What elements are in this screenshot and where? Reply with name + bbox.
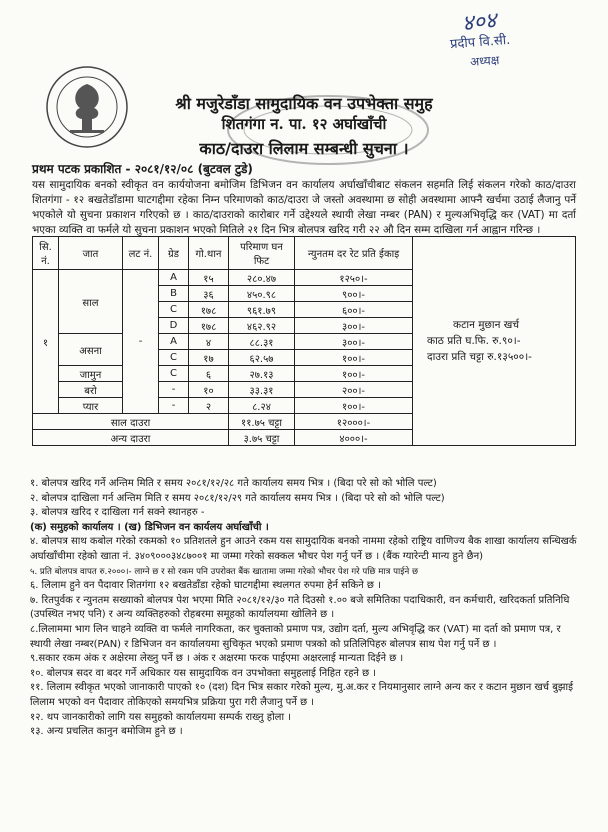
species-cell: साल: [59, 270, 123, 334]
note-item: ९.सकार रकम अंक र अक्षेरमा लेख्नु पर्ने छ । अंक र अक्षरमा फरक पाईएमा अक्षरलाई मान्यता दिईने छ ।: [30, 653, 404, 665]
col-serial: सि. नं.: [33, 237, 59, 270]
count-cell: १०: [189, 382, 229, 398]
count-cell: ४: [189, 334, 229, 350]
count-cell: १७८: [189, 318, 229, 334]
notes-list: [30, 477, 578, 740]
publication-info: प्रथम पटक प्रकाशित - २०८१/१२/०८ (बुटवल टुडे): [32, 162, 253, 176]
volume-cell: ४६२.९२: [229, 318, 295, 334]
firewood-qty: ३.७५ चट्टा: [229, 430, 295, 446]
rate-cell: ३००।-: [295, 318, 413, 334]
signature-scribble: ४०४: [460, 8, 498, 37]
volume-cell: ३३.३१: [229, 382, 295, 398]
note-item: ३. बोलपत्र खरिद र दाखिला गर्न सक्ने स्थानहरु -: [30, 507, 205, 519]
count-cell: १७: [189, 350, 229, 366]
firewood-label: अन्य दाउरा: [33, 430, 229, 446]
rate-cell: ९००।-: [295, 286, 413, 302]
grade-cell: C: [159, 366, 189, 382]
col-species: जात: [59, 237, 123, 270]
count-cell: ३६: [189, 286, 229, 302]
species-cell: बरो: [59, 382, 123, 398]
col-volume: परिमाण घन फिट: [229, 237, 295, 270]
grade-cell: -: [159, 382, 189, 398]
note-item: ५. प्रति बोलपत्र वापत रु.२०००।- लाग्ने छ र सो रकम पनि उपरोक्त बैंक खातामा जम्मा गरेको भौचर पेश गरे पछि मात्र पाईने छ: [30, 566, 418, 577]
col-count: गो.थान: [189, 237, 229, 270]
note-item: ७. रितपुर्वक र न्युनतम सख्याको बोलपत्र पेश भएमा मिति २०८१/१२/३० गते दिउसो १.०० बजे समितिका पदाधिकारी, वन कर्मचारी, खरिदकर्ता प्रतिनिधि (उपस्थित नभए पनि) र अन्य व्यक्तिहरुको रोहबरमा समूहको कार्यालयमा खोलिने छ ।: [30, 594, 570, 621]
firewood-label: साल दाउरा: [33, 414, 229, 430]
species-cell: असना: [59, 334, 123, 366]
volume-cell: ९६१.७९: [229, 302, 295, 318]
species-cell: प्यार: [59, 398, 123, 414]
grade-cell: C: [159, 302, 189, 318]
note-item: २. बोलपत्र दाखिला गर्न अन्तिम मिति र समय २०८१/१२/२९ गते कार्यालय समय भित्र । (बिदा परे सो को भोलि पल्ट): [30, 492, 445, 504]
rate-cell: ३००।-: [295, 334, 413, 350]
rate-cell: १००।-: [295, 366, 413, 382]
note-item: १०. बोलपत्र सदर वा बदर गर्ने अधिकार यस सामुदायिक वन उपभोक्ता समुहलाई निहित रहने छ ।: [30, 667, 377, 679]
count-cell: १५: [189, 270, 229, 286]
signature: [442, 6, 582, 76]
count-cell: १७८: [189, 302, 229, 318]
firewood-qty: ११.७५ चट्टा: [229, 414, 295, 430]
rate-cell: ६००।-: [295, 302, 413, 318]
note-item: ६. लिलाम हुने वन पैदावार शितगंगा १२ बखतेडाँडा रहेको घाटगद्दीमा स्थलगत रुपमा हेर्न सकिने छ ।: [30, 580, 381, 592]
lot-table: [32, 236, 576, 446]
grade-cell: A: [159, 270, 189, 286]
table-header-row: [33, 237, 576, 270]
signatory-role: अध्यक्ष: [469, 52, 500, 70]
volume-cell: ८.२४: [229, 398, 295, 414]
grade-cell: A: [159, 334, 189, 350]
serial-cell: १: [33, 270, 59, 414]
col-lot: लट नं.: [123, 237, 159, 270]
note-item: १. बोलपत्र खरिद गर्ने अन्तिम मिति र समय २०८१/१२/२८ गते कार्यालय समय भित्र । (बिदा परे सो को भोलि पल्ट): [30, 478, 437, 489]
grade-cell: D: [159, 318, 189, 334]
note-item: ८.लिलाममा भाग लिन चाहने व्यक्ति वा फर्मले नागरिकता, कर चुक्ताको प्रमाण पत्र, उद्योग दर्ता, मुल्य अभिवृद्धि कर (VAT) मा दर्ता को प्रमाण पत्र, र स्थायी लेखा नम्बर(PAN) र डिभिजन वन कार्यालयमा सुचिकृत भएको प्रमाण पत्रको को प्रतिलिपिहरु बोलपत्र साथ पेश गर्नु पर्ने छ ।: [30, 623, 561, 650]
col-grade: ग्रेड: [159, 237, 189, 270]
count-cell: २: [189, 398, 229, 414]
volume-cell: २७.१३: [229, 366, 295, 382]
rate-cell: १००।-: [295, 350, 413, 366]
firewood-rate: १२०००।-: [295, 414, 413, 430]
count-cell: ६: [189, 366, 229, 382]
side-note-line: दाउरा प्रति चट्टा रु.१३५००।-: [427, 351, 532, 363]
intro-paragraph: यस सामुदायिक बनको स्वीकृत वन कार्ययोजना बमोजिम डिभिजन वन कार्यालय अर्घाखाँचीबाट संकलन सहमति लिई संकलन गरेको काठ/दाउरा शितगंगा - १२ बखतेडाँडामा घाटगद्दीमा रहेका निम्न परिमाणको काठ/दाउरा जे जस्तो अवस्थामा छ सोही अवस्थामा आफ्नै खर्चमा उठाई लैजानु पर्ने भएकोले यो सुचना प्रकाशन गरिएको छ । काठ/दाउराको कारोबार गर्ने उद्देश्यले स्थायी लेखा नम्बर (PAN) र मुल्यअभिवृद्धि कर (VAT) मा दर्ता भएका व्यक्ति वा फर्मले यो सुचना प्रकाशन भएको मितिले २१ दिन भित्र बोलपत्र खरिद गरी २२ औ दिन सम्म दाखिला गर्न आह्वान गरिन्छ ।: [32, 179, 576, 236]
lot-cell: -: [123, 270, 159, 414]
header-org-name: श्री मजुरेडाँडा सामुदायिक वन उपभेक्ता समुह: [175, 94, 433, 113]
note-item: (क) समुहको कार्यालय । (ख) डिभिजन वन कार्यलय अर्घाखाँची ।: [30, 521, 269, 533]
note-item: ११. लिलाम स्वीकृत भएको जानाकारी पाएको १० (दश) दिन भित्र सकार गरेको मुल्य, मु.अ.कर र नियमानुसार लाग्ने अन्य कर र कटान मुछान खर्च बुझाई लिलाम भएको वन पैदावार तोकिएको समयभित्र प्रक्रिया पुरा गरी लैजानु पर्ने छ ।: [30, 682, 573, 708]
col-rate: न्युनतम दर रेट प्रति ईकाइ: [295, 237, 413, 270]
volume-cell: २८०.४७: [229, 270, 295, 286]
grade-cell: -: [159, 398, 189, 414]
rate-cell: १००।-: [295, 398, 413, 414]
rate-cell: २००।-: [295, 382, 413, 398]
side-note-line: कटान मुछान खर्च: [453, 319, 520, 331]
header-location: शितगंगा न. पा. १२ अर्घाखाँची: [221, 115, 387, 133]
grade-cell: B: [159, 286, 189, 302]
firewood-rate: ४०००।-: [295, 430, 413, 446]
side-note-line: काठ प्रति घ.फि. रु.९०।-: [427, 335, 521, 347]
rate-cell: १२५०।-: [295, 270, 413, 286]
volume-cell: ६२.५७: [229, 350, 295, 366]
signatory-name: प्रदीप वि.सी.: [449, 32, 511, 53]
side-note-cell: [413, 237, 576, 446]
note-item: ४. बोलपत्र साथ कबोल गरेको रकमको १० प्रतिशतले हुन आउने रकम यस सामुदायिक बनको नाममा रहेको राष्ट्रिय वाणिज्य बैक शाखा कार्यालय सन्धिखर्क अर्घाखाँचीमा रहेको खाता नं. ३४०९०००३४८७००१ मा जम्मा गरेको सक्कल भौचर पेश गर्नु पर्ने छ । (बैंक ग्यारेन्टी मान्य हुने छैन): [30, 536, 577, 562]
species-cell: जामुन: [59, 366, 123, 382]
volume-cell: ८८.३१: [229, 334, 295, 350]
note-item: १२. थप जानकारीको लागि यस समुहको कार्यालयमा सम्पर्क राख्नु होला ।: [30, 711, 292, 723]
header-notice-title: काठ/दाउरा लिलाम सम्बन्धी सुचना ।: [199, 139, 409, 158]
note-item: १३. अन्य प्रचलित कानुन बमोजिम हुने छ ।: [30, 726, 183, 738]
grade-cell: C: [159, 350, 189, 366]
volume-cell: ४५०.९८: [229, 286, 295, 302]
